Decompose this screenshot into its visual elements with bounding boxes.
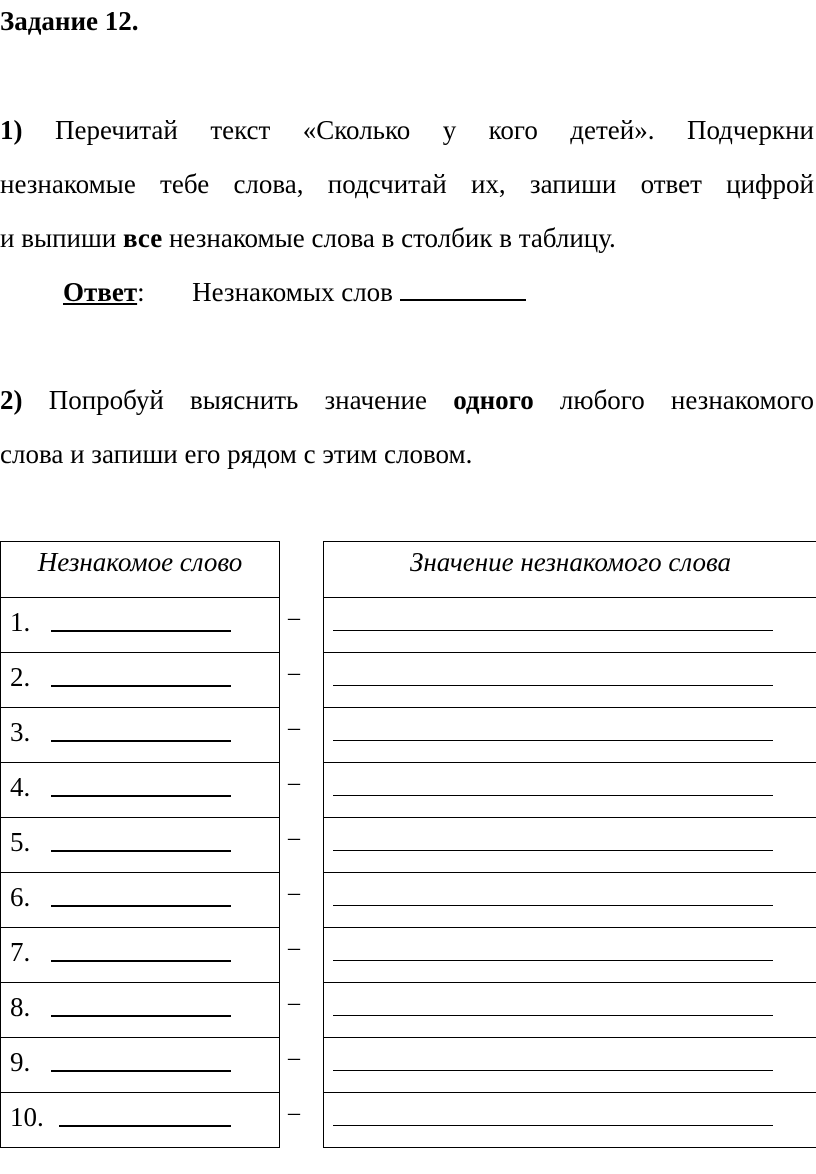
task2-line1 (0, 383, 814, 417)
table-row (1, 1038, 279, 1093)
word-blank[interactable] (51, 1070, 231, 1072)
task-title (0, 4, 139, 38)
meaning-blank[interactable] (333, 1070, 773, 1071)
table-row (324, 1093, 816, 1147)
dash-separator: – (288, 880, 300, 906)
dash-separator: – (288, 770, 300, 796)
dash-separator: – (288, 935, 300, 961)
task1-line3-pre: и выпиши (0, 223, 117, 253)
task2-number: 2) (0, 385, 23, 415)
answer-text: Незнакомых слов (192, 277, 393, 307)
word-blank[interactable] (51, 685, 231, 687)
table-row (324, 928, 816, 983)
word-blank[interactable] (51, 960, 231, 962)
meaning-blank[interactable] (333, 850, 773, 851)
meanings-column (323, 541, 816, 1148)
table-row (324, 653, 816, 708)
word-blank[interactable] (51, 795, 231, 797)
table-row (1, 928, 279, 983)
row-number: 3. (10, 717, 31, 747)
dash-separator: – (288, 715, 300, 741)
table-row (1, 1093, 279, 1147)
dash-separator: – (288, 660, 300, 686)
table-row (324, 818, 816, 873)
table-row (1, 763, 279, 818)
answer-line (63, 275, 526, 309)
dash-separator: – (288, 825, 300, 851)
meaning-blank[interactable] (333, 905, 773, 906)
word-blank[interactable] (51, 740, 231, 742)
row-number: 10. (10, 1102, 44, 1132)
table-row (324, 708, 816, 763)
table-row (1, 708, 279, 763)
words-table (0, 541, 816, 1148)
row-number: 9. (10, 1047, 31, 1077)
word-blank[interactable] (59, 1125, 231, 1127)
answer-blank[interactable] (400, 275, 526, 301)
table-row (1, 983, 279, 1038)
meaning-blank[interactable] (333, 630, 773, 631)
word-blank[interactable] (51, 850, 231, 852)
task1-line1 (0, 113, 814, 147)
dash-separator: – (288, 1045, 300, 1071)
task2-line1-pre: Попробуй выяснить значение (48, 385, 427, 415)
table-row (1, 873, 279, 928)
task1-line1-text: Перечитай текст «Сколько у кого детей». Подчеркни (54, 115, 814, 145)
word-blank[interactable] (51, 905, 231, 907)
table-row (1, 598, 279, 653)
task2-line1-bold: одного (453, 385, 534, 415)
dash-separator: – (288, 990, 300, 1016)
task2-line2 (0, 437, 472, 471)
row-number: 7. (10, 937, 31, 967)
unknown-words-column (0, 541, 280, 1148)
task2-line2-text: слова и запиши его рядом с этим словом. (0, 439, 473, 469)
task1-line3-bold: все (122, 223, 163, 253)
task1-line2-text: незнакомые тебе слова, подсчитай их, запиши ответ цифрой (0, 169, 814, 199)
meaning-blank[interactable] (333, 1125, 773, 1126)
meaning-blank[interactable] (333, 960, 773, 961)
dash-separator: – (288, 605, 300, 631)
header-meaning: Значение незнакомого слова (324, 542, 816, 598)
meaning-blank[interactable] (333, 795, 773, 796)
header-unknown-word: Незнакомое слово (1, 542, 279, 598)
table-row (1, 653, 279, 708)
meaning-blank[interactable] (333, 685, 773, 686)
row-number: 2. (10, 662, 31, 692)
table-row (324, 763, 816, 818)
task1-line3-post: незнакомые слова в столбик в таблицу. (168, 223, 616, 253)
table-row (324, 1038, 816, 1093)
table-row (324, 598, 816, 653)
table-row (324, 873, 816, 928)
task1-number: 1) (0, 115, 23, 145)
task1-line3 (0, 221, 616, 255)
row-number: 1. (10, 607, 31, 637)
meaning-blank[interactable] (333, 1015, 773, 1016)
row-number: 5. (10, 827, 31, 857)
answer-label: Ответ (63, 277, 138, 307)
task1-line2 (0, 167, 814, 201)
row-number: 4. (10, 772, 31, 802)
word-blank[interactable] (51, 1015, 231, 1017)
row-number: 6. (10, 882, 31, 912)
task2-line1-post: любого незнакомого (559, 385, 814, 415)
task-title-text: Задание 12. (0, 6, 139, 36)
table-row (1, 818, 279, 873)
word-blank[interactable] (51, 630, 231, 632)
dash-separator: – (288, 1100, 300, 1126)
row-number: 8. (10, 992, 31, 1022)
answer-colon: : (137, 277, 145, 307)
table-row (324, 983, 816, 1038)
meaning-blank[interactable] (333, 740, 773, 741)
